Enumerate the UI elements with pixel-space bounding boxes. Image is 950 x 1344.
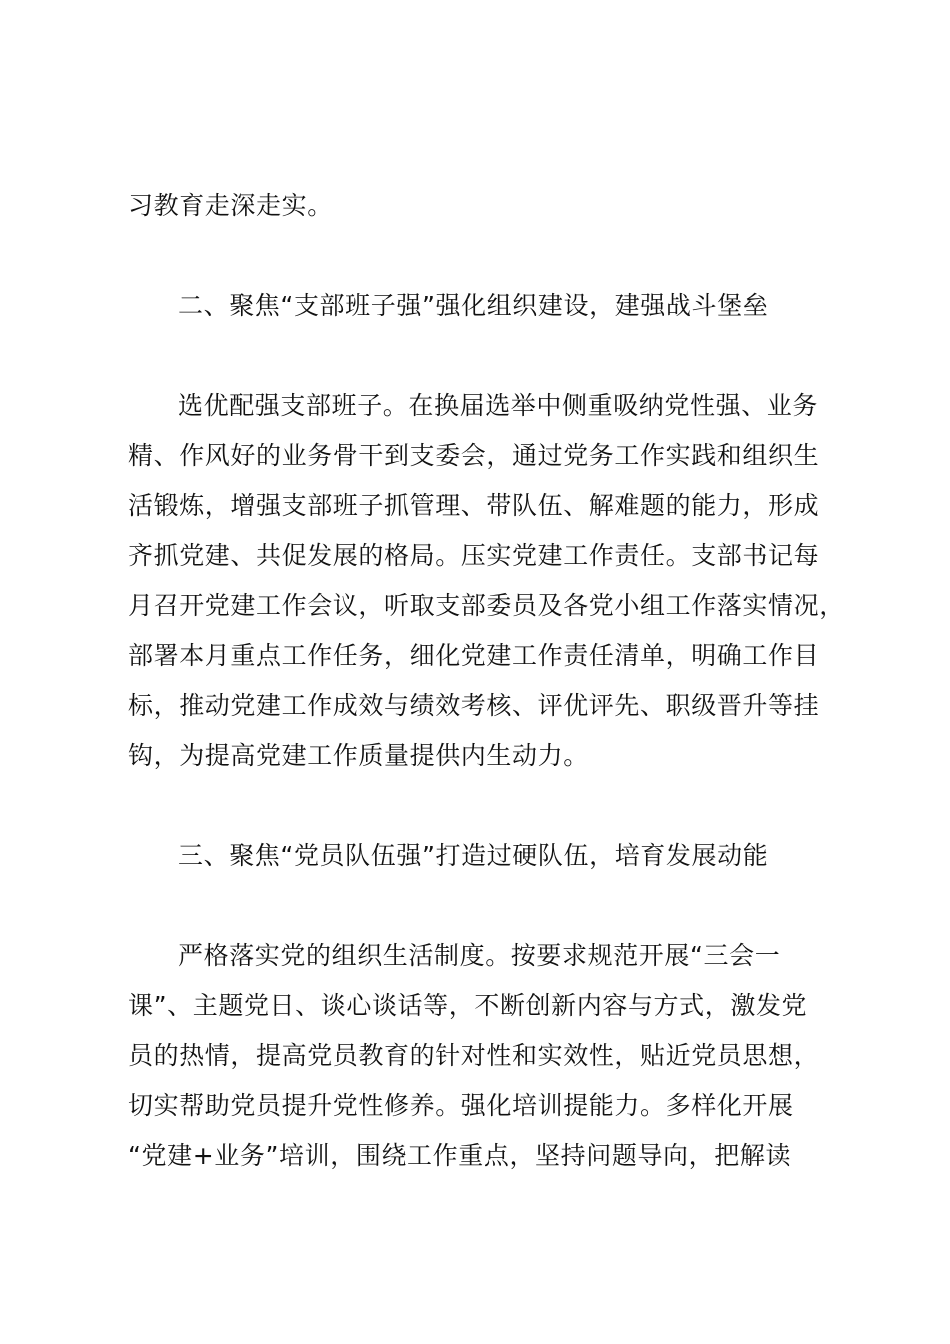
paragraph-line: 课”、主题党日、谈心谈话等，不断创新内容与方式，激发党 (128, 991, 808, 1020)
paragraph-line: 选优配强支部班子。在换届选举中侧重吸纳党性强、业务 (178, 391, 819, 420)
paragraph-line: 活锻炼，增强支部班子抓管理、带队伍、解难题的能力，形成 (128, 491, 820, 520)
paragraph-continuation: 习教育走深走实。 (128, 191, 333, 220)
paragraph-line: 齐抓党建、共促发展的格局。压实党建工作责任。支部书记每 (128, 541, 820, 570)
paragraph-line: 员的热情，提高党员教育的针对性和实效性，贴近党员思想， (128, 1041, 820, 1070)
paragraph-line: 钩，为提高党建工作质量提供内生动力。 (128, 741, 589, 770)
paragraph-line: 标，推动党建工作成效与绩效考核、评优评先、职级晋升等挂 (128, 691, 820, 720)
paragraph-line: 精、作风好的业务骨干到支委会，通过党务工作实践和组织生 (128, 441, 820, 470)
paragraph-line: 严格落实党的组织生活制度。按要求规范开展“三会一 (178, 941, 781, 970)
section-heading-2: 二、聚焦“支部班子强”强化组织建设，建强战斗堡垒 (178, 291, 769, 320)
paragraph-line: 部署本月重点工作任务，细化党建工作责任清单，明确工作目 (128, 641, 820, 670)
paragraph-line: “党建+业务”培训，围绕工作重点，坚持问题导向，把解读 (128, 1141, 792, 1170)
section-heading-3: 三、聚焦“党员队伍强”打造过硬队伍，培育发展动能 (178, 841, 769, 870)
paragraph-line: 切实帮助党员提升党性修养。强化培训提能力。多样化开展 (128, 1091, 794, 1120)
paragraph-line: 月召开党建工作会议，听取支部委员及各党小组工作落实情况， (128, 591, 845, 620)
